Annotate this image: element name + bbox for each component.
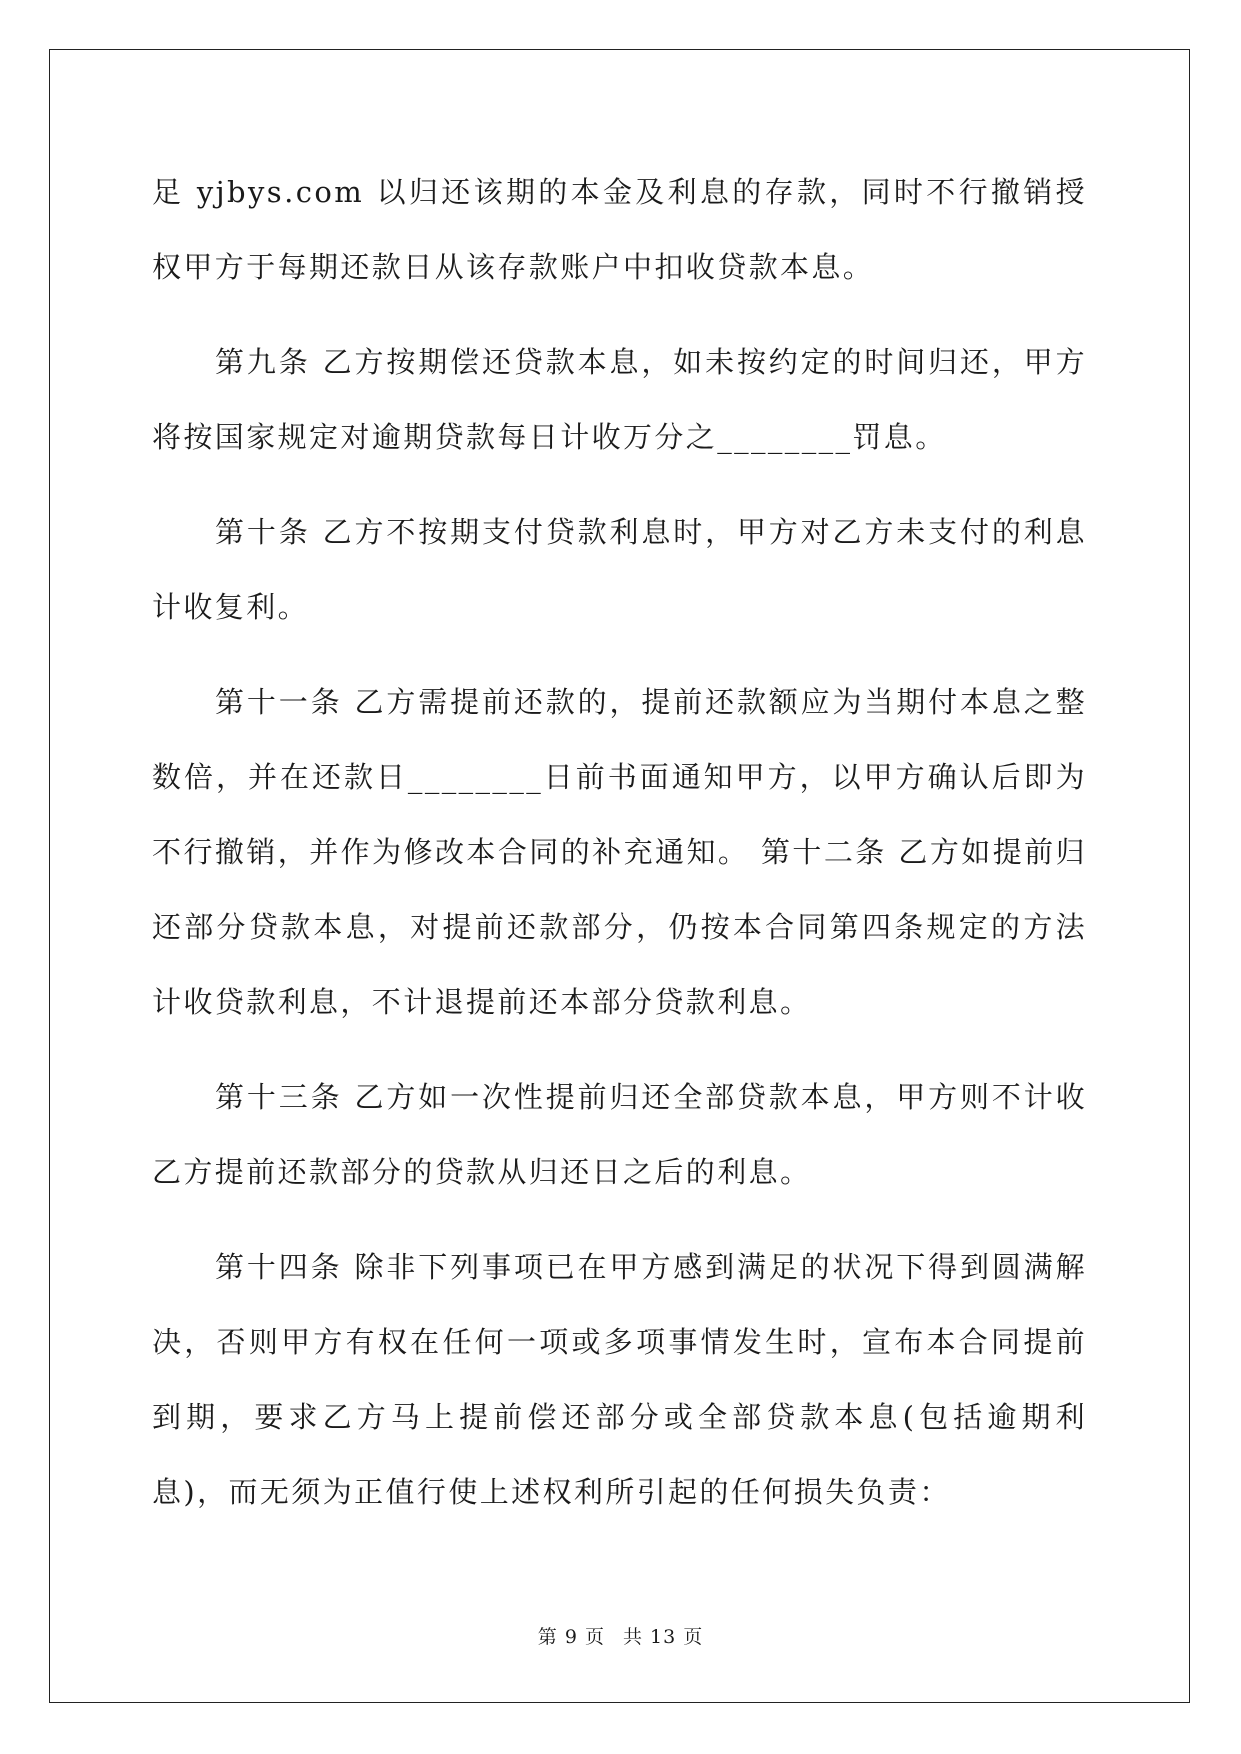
paragraph-article-10: 第十条 乙方不按期支付贷款利息时，甲方对乙方未支付的利息计收复利。 bbox=[152, 515, 1087, 624]
paragraph-continuation: 足 yjbys.com 以归还该期的本金及利息的存款，同时不行撤销授权甲方于每期还款日从该存款账户中扣收贷款本息。 bbox=[152, 175, 1087, 284]
paragraph-article-11-12: 第十一条 乙方需提前还款的，提前还款额应为当期付本息之整数倍，并在还款日________日前书面通知甲方，以甲方确认后即为不行撤销，并作为修改本合同的补充通知。 第十二条 乙方如提前归还部分贷款本息，对提前还款部分，仍按本合同第四条规定的方法计收贷款利息，不计退提前还本部分贷款利息。 bbox=[152, 685, 1087, 1019]
paragraph-article-14: 第十四条 除非下列事项已在甲方感到满足的状况下得到圆满解决，否则甲方有权在任何一项或多项事情发生时，宣布本合同提前到期，要求乙方马上提前偿还部分或全部贷款本息(包括逾期利息)，而无须为正值行使上述权利所引起的任何损失负责： bbox=[152, 1250, 1087, 1509]
page-footer bbox=[0, 1622, 1241, 1649]
paragraph-article-9: 第九条 乙方按期偿还贷款本息，如未按约定的时间归还，甲方将按国家规定对逾期贷款每日计收万分之________罚息。 bbox=[152, 345, 1087, 454]
document-body bbox=[152, 155, 1087, 1550]
page-total: 共 13 页 bbox=[622, 1626, 704, 1648]
page-number: 第 9 页 bbox=[537, 1626, 605, 1648]
paragraph-article-13: 第十三条 乙方如一次性提前归还全部贷款本息，甲方则不计收乙方提前还款部分的贷款从归还日之后的利息。 bbox=[152, 1080, 1087, 1189]
